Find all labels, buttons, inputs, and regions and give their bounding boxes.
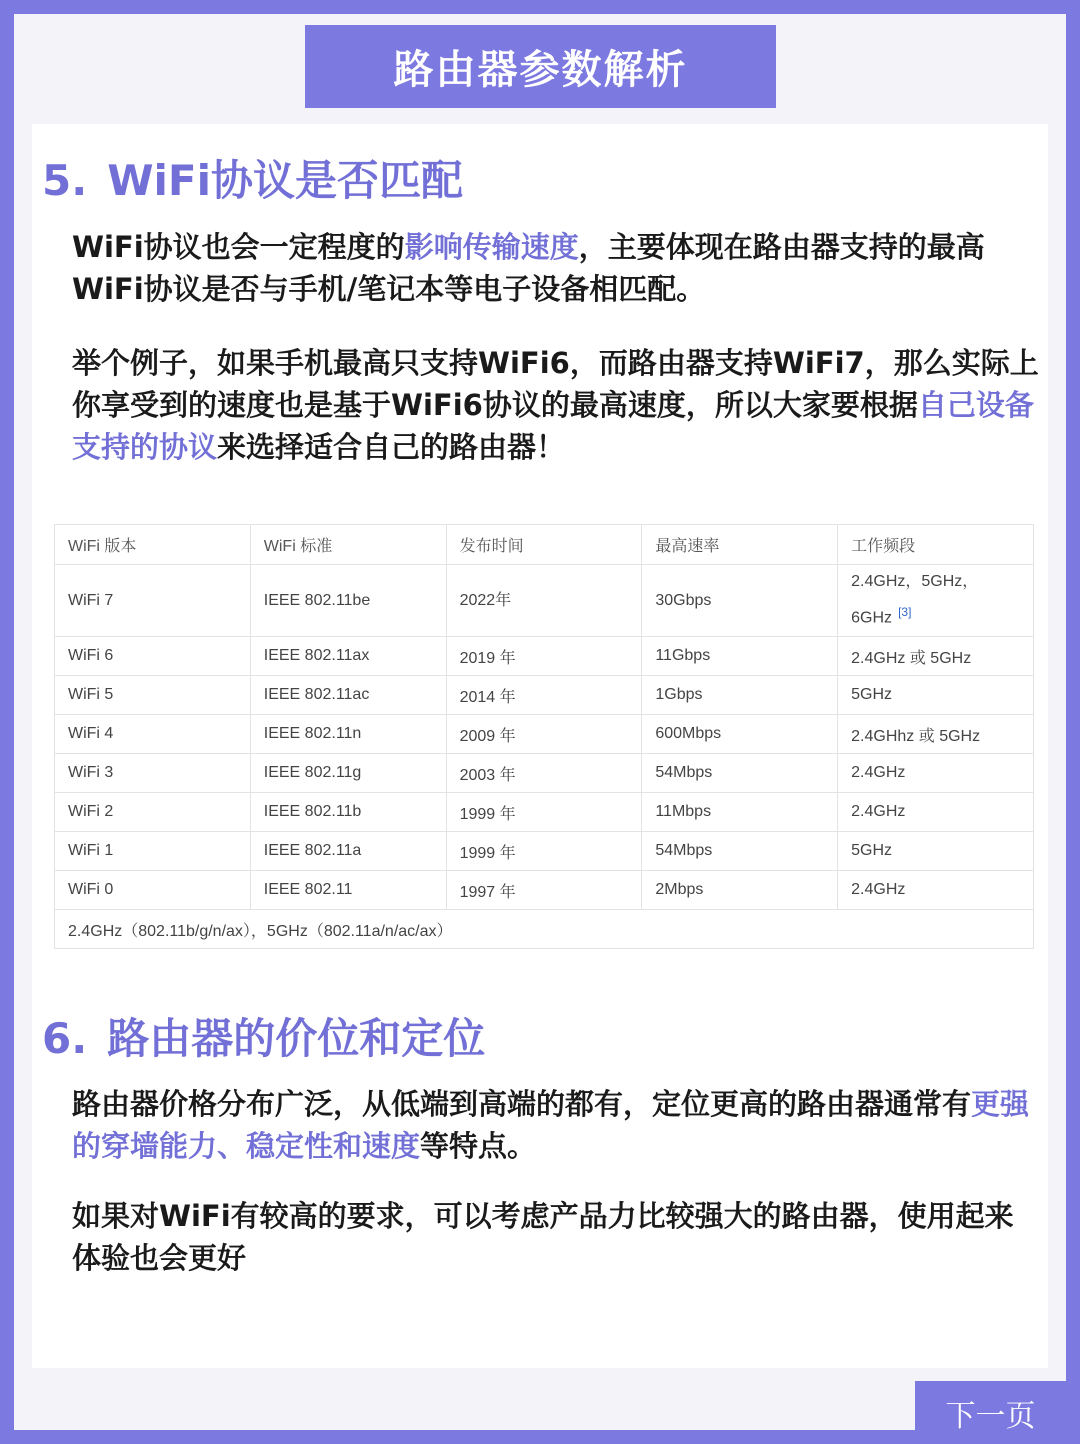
text-run: 路由器价格分布广泛，从低端到高端的都有，定位更高的路由器通常有 [72,1087,972,1121]
section-6-paragraph-1 [72,1083,1040,1167]
table-cell: IEEE 802.11n [250,715,446,754]
table-cell: IEEE 802.11g [250,754,446,793]
table-cell: IEEE 802.11a [250,832,446,871]
table-row [55,754,1034,793]
section-6-title: 路由器的价位和定位 [107,1014,486,1063]
band-text: 2.4GHz，5GHz，6GHz [851,573,979,627]
text-run: 来选择适合自己的路由器！ [217,430,566,464]
section-5-title: WiFi协议是否匹配 [107,156,463,205]
column-header: WiFi 版本 [55,525,251,565]
table-cell: 30Gbps [642,565,838,637]
section-5-paragraph-1 [72,226,1040,310]
table-row [55,676,1034,715]
section-5-paragraph-2 [72,342,1040,468]
table-cell: WiFi 6 [55,637,251,676]
wifi-version-table [54,524,1034,949]
section-5-heading [42,148,463,208]
table-cell: 1Gbps [642,676,838,715]
column-header: WiFi 标准 [250,525,446,565]
table-cell: WiFi 0 [55,871,251,910]
table-cell: 2.4GHz [838,754,1034,793]
table-cell: 2.4GHhz 或 5GHz [838,715,1034,754]
highlight-text: 自己设备支持的协议 [72,388,1034,464]
table-cell: WiFi 5 [55,676,251,715]
citation-link[interactable]: [3] [898,605,912,620]
table-row [55,715,1034,754]
table-cell: 5GHz [838,676,1034,715]
table-cell: 2.4GHz [838,793,1034,832]
table-cell: 2Mbps [642,871,838,910]
section-6-number: 6. [42,1014,88,1063]
table-cell: 5GHz [838,832,1034,871]
table-cell: 2003 年 [446,754,642,793]
section-5-number: 5. [42,156,88,205]
table-note: 2.4GHz（802.11b/g/n/ax），5GHz（802.11a/n/ac/ax） [55,910,1034,949]
text-run: 举个例子，如果手机最高只支持WiFi6，而路由器支持WiFi7，那么实际上你享受到的速度也是基于WiFi6协议的最高速度，所以大家要根据 [72,346,1039,422]
highlight-text: 更强的穿墙能力、稳定性和速度 [72,1087,1030,1163]
text-run: ，主要体现在路由器支持的最高WiFi协议是否与手机/笔记本等电子设备相匹配。 [72,230,985,306]
text-run: 等特点。 [420,1129,537,1163]
table-cell: 54Mbps [642,832,838,871]
table-row [55,565,1034,637]
table-cell: 2022年 [446,565,642,637]
table-cell [838,565,1034,637]
table-cell: WiFi 2 [55,793,251,832]
table-cell: IEEE 802.11be [250,565,446,637]
table-cell: IEEE 802.11b [250,793,446,832]
table-cell: 2.4GHz [838,871,1034,910]
page-title-banner [305,25,776,108]
table-cell: WiFi 7 [55,565,251,637]
table-row [55,637,1034,676]
table-cell: 11Mbps [642,793,838,832]
table-cell: WiFi 3 [55,754,251,793]
table-cell: 1999 年 [446,793,642,832]
next-page-label: 下一页 [945,1398,1036,1434]
table-cell: IEEE 802.11 [250,871,446,910]
table-cell: 600Mbps [642,715,838,754]
table-cell: 2009 年 [446,715,642,754]
table-row [55,832,1034,871]
column-header: 最高速率 [642,525,838,565]
table-note-row [55,910,1034,949]
table-cell: 1999 年 [446,832,642,871]
section-6-paragraph-2: 如果对WiFi有较高的要求，可以考虑产品力比较强大的路由器，使用起来体验也会更好 [72,1199,1014,1275]
table-cell: 1997 年 [446,871,642,910]
table-cell: IEEE 802.11ac [250,676,446,715]
page-title: 路由器参数解析 [393,47,688,93]
table-cell: 2019 年 [446,637,642,676]
text-run: WiFi协议也会一定程度的 [72,230,405,264]
column-header: 工作频段 [838,525,1034,565]
next-page-button[interactable] [915,1381,1066,1444]
section-6-heading [42,1006,485,1066]
table-header-row [55,525,1034,565]
table-cell: IEEE 802.11ax [250,637,446,676]
table-cell: WiFi 1 [55,832,251,871]
table-cell: 54Mbps [642,754,838,793]
column-header: 发布时间 [446,525,642,565]
table-row [55,871,1034,910]
table-row [55,793,1034,832]
table-cell: WiFi 4 [55,715,251,754]
table-cell: 2014 年 [446,676,642,715]
table-cell: 11Gbps [642,637,838,676]
highlight-text: 影响传输速度 [404,230,579,264]
table-cell: 2.4GHz 或 5GHz [838,637,1034,676]
